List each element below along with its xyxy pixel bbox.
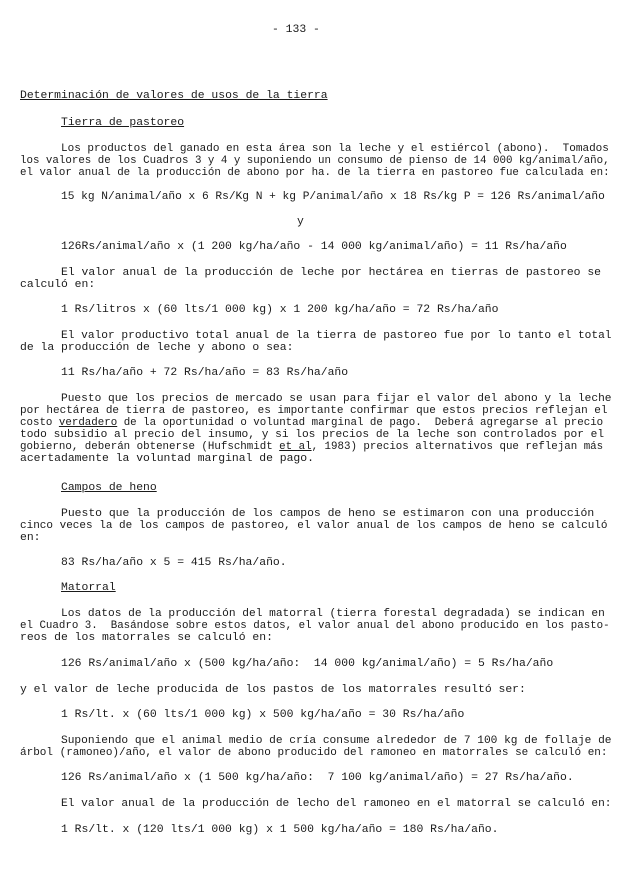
paragraph-line: El valor productivo total anual de la tierra de pastoreo fue por lo tanto el total [61, 330, 612, 342]
paragraph-line: de la producción de leche y abono o sea: [20, 342, 294, 354]
paragraph-line: en: [20, 532, 41, 544]
equation: 11 Rs/ha/año + 72 Rs/ha/año = 83 Rs/ha/año [61, 367, 349, 379]
paragraph-line: por hectárea de tierra de pastoreo, es importante confirmar que estos precios reflejan el [20, 405, 608, 417]
connector-y: y [297, 216, 304, 228]
paragraph-line: y el valor de leche producida de los pastos de los matorrales resultó ser: [20, 684, 526, 696]
text-run: , 1983) precios alternativos que reflejan más [311, 441, 604, 453]
paragraph-line: El valor anual de la producción de leche por hectárea en tierras de pastoreo se [61, 267, 602, 279]
paragraph-line: Los datos de la producción del matorral (tierra forestal degradada) se indican en [61, 608, 605, 620]
paragraph-line: todo subsidio al precio del insumo, y si los precios de la leche son controlados por el [20, 429, 605, 441]
equation: 126 Rs/animal/año x (1 500 kg/ha/año: 7 100 kg/animal/año) = 27 Rs/ha/año. [61, 772, 574, 784]
text-run: de la oportunidad o voluntad marginal de pago. Deberá agregarse al precio [117, 417, 604, 429]
paragraph-line: reos de los matorrales se calculó en: [20, 632, 273, 644]
paragraph-line: El valor anual de la producción de lecho del ramoneo en el matorral se calculó en: [61, 798, 612, 810]
equation: 1 Rs/lt. x (60 lts/1 000 kg) x 500 kg/ha/año = 30 Rs/ha/año [61, 709, 465, 721]
paragraph-line: los valores de los Cuadros 3 y 4 y suponiendo un consumo de pienso de 14 000 kg/animal/año, [20, 155, 610, 167]
subheading-heno: Campos de heno [61, 482, 157, 494]
subheading-pastoreo: Tierra de pastoreo [61, 117, 185, 129]
paragraph-line: calculó en: [20, 279, 96, 291]
equation: 83 Rs/ha/año x 5 = 415 Rs/ha/año. [61, 557, 287, 569]
paragraph-line: árbol (ramoneo)/año, el valor de abono producido del ramoneo en matorrales se calculó en: [20, 747, 608, 759]
equation: 1 Rs/litros x (60 lts/1 000 kg) x 1 200 kg/ha/año = 72 Rs/ha/año [61, 304, 499, 316]
emphasis-verdadero: verdadero [58, 417, 118, 429]
paragraph-line: acertadamente la voluntad marginal de pago. [20, 453, 314, 465]
emphasis-et-al: et al [279, 441, 312, 453]
paragraph-line: Los productos del ganado en esta área son la leche y el estiércol (abono). Tomados [61, 143, 609, 155]
paragraph-line: Puesto que los precios de mercado se usan para fijar el valor del abono y la leche [61, 393, 612, 405]
paragraph-line: Suponiendo que el animal medio de cría consume alrededor de 7 100 kg de follaje de [61, 735, 612, 747]
section-heading: Determinación de valores de usos de la tierra [20, 90, 328, 102]
equation: 126Rs/animal/año x (1 200 kg/ha/año - 14 000 kg/animal/año) = 11 Rs/ha/año [61, 241, 567, 253]
paragraph-line: el Cuadro 3. Basándose sobre estos datos, el valor anual del abono producido en los pasto- [20, 620, 610, 632]
equation: 1 Rs/lt. x (120 lts/1 000 kg) x 1 500 kg/ha/año = 180 Rs/ha/año. [61, 824, 499, 836]
subheading-matorral: Matorral [61, 582, 116, 594]
equation: 15 kg N/animal/año x 6 Rs/Kg N + kg P/animal/año x 18 Rs/kg P = 126 Rs/animal/año [61, 191, 605, 203]
paragraph-line: cinco veces la de los campos de pastoreo, el valor anual de los campos de heno se calculó [20, 520, 608, 532]
paragraph-line: Puesto que la producción de los campos de heno se estimaron con una producción [61, 508, 595, 520]
text-run: gobierno, deberán obtenerse (Hufschmidt [20, 441, 280, 453]
page-number: - 133 - [272, 24, 320, 36]
paragraph-line: el valor anual de la producción de abono por ha. de la tierra en pastoreo fue calculada en: [20, 167, 610, 179]
text-run: costo [20, 417, 59, 429]
equation: 126 Rs/animal/año x (500 kg/ha/año: 14 000 kg/animal/año) = 5 Rs/ha/año [61, 658, 554, 670]
